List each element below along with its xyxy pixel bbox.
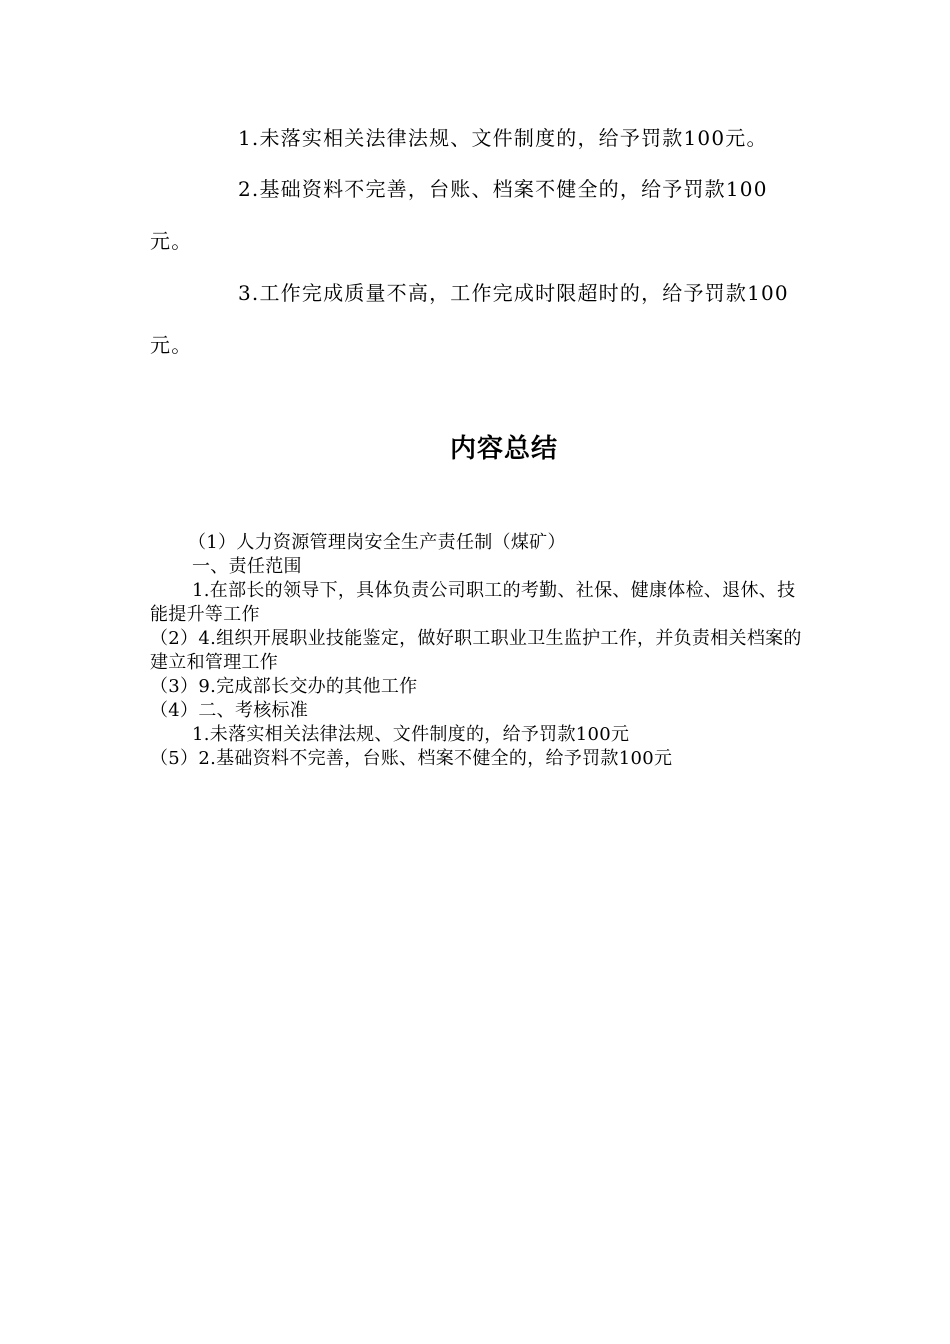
penalty-paragraph-1-text: 1.未落实相关法律法规、文件制度的，给予罚款100元。 — [238, 126, 768, 150]
penalty-paragraph-2 — [150, 163, 800, 267]
summary-line-2: 一、责任范围 — [192, 556, 302, 577]
summary-line-3-text: 1.在部长的领导下，具体负责公司职工的考勤、社保、健康体检、退休、技能提升等工作 — [150, 580, 796, 625]
summary-title: 内容总结 — [449, 434, 558, 464]
summary-line-7: 1.未落实相关法律法规、文件制度的，给予罚款100元 — [192, 724, 630, 745]
summary-line-6: （4）二、考核标准 — [150, 700, 309, 721]
summary-line-5: （3）9.完成部长交办的其他工作 — [150, 676, 418, 697]
summary-line-8: （5）2.基础资料不完善，台账、档案不健全的，给予罚款100元 — [150, 748, 673, 769]
summary-line-4: （2）4.组织开展职业技能鉴定，做好职工职业卫生监护工作，并负责相关档案的建立和管理工作 — [150, 628, 802, 673]
summary-line-3 — [150, 579, 810, 627]
summary-line-1: （1）人力资源管理岗安全生产责任制（煤矿） — [188, 532, 566, 553]
penalty-paragraph-1 — [150, 112, 800, 164]
penalty-paragraph-3-text: 3.工作完成质量不高，工作完成时限超时的，给予罚款100元。 — [150, 281, 789, 357]
summary-block — [150, 531, 810, 771]
penalty-paragraph-3 — [150, 267, 800, 371]
penalty-paragraph-2-text: 2.基础资料不完善，台账、档案不健全的，给予罚款100元。 — [150, 177, 768, 253]
